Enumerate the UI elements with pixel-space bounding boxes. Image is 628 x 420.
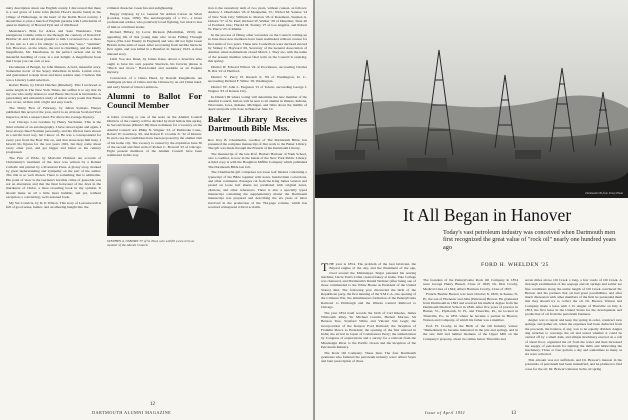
paragraph: Conversion of a China Hand, by Ronald Pengelham. An intelligent picture of China and the Chinese by an old China hand, and early friend of Owen Lattimore. bbox=[107, 76, 202, 89]
paragraph: My Six Convicts, by D. P. Wilson. This story of Leavenworth is full of good sense, humor, and an amazing insight into the bbox=[6, 200, 101, 209]
oil-derricks-photo bbox=[315, 0, 628, 198]
paragraph bbox=[321, 262, 416, 309]
paragraph: tion to the customary term of two years, without contest, as follows: Andrew J. Oberlander '26 of Montpelier, Vt.; Nichol M. Sandoe '14 of New York City; William G. Morton '26 of Rosemont, Stephen A. Osborn '37 of St. Paul; Richard W. Walker '28 of Dunellen; Tinte 20 of Portland, Ore.; Harold M. Stanley '27 of Los Angeles, and Robert W. Pierce '25 of Miami. bbox=[208, 6, 307, 32]
paragraph: This amount was not sufficient, and Dr. Brewer's interest in the potentials of petroleum had been intensified, and he planned to find a use for the oil. Dr. Brewer's interest in the oil spring bbox=[525, 358, 622, 371]
paragraph: Happy Odyssey, by Lt. General Sir Adrian Carton de Wiart (London, Cape, 1950). The autobiography of a V.C., a brave professional soldier, who positively loved fighting, but what is less of him as a brilliant leader. bbox=[107, 11, 202, 29]
paragraph: The Fear of Pride, by Malcolm Holland. An account of Christianity's treatment of the Jews was written by a Roman Catholic and printed by a Protestant Press. A glossy story, marked by great understanding and sympathy on the part of the author. The title is so well chosen. There is something that is admirable. His point of view is the German's horrible crime of genocide was not an aberration and that the final holocaust of the Jews in the murderers of Christ, a most revealing book in my opinion. It should make us all a little more humble, and yet, without exception, a convincing, well reasoned book. bbox=[6, 156, 101, 199]
drop-cap: T bbox=[321, 260, 329, 274]
paragraph: nutty description about one English county. I discovered that there is a real grave of Little John (Robin Hood's merrie band) in the village of Hathersage, in the heart of the Robin Hood country. I should like to plan a bunch of English gardens with Latin habits of quest in memory of Howard Pyle and of childhood. bbox=[6, 6, 101, 28]
headline-alumni-ballot: Alumni to Ballot For Council Member bbox=[107, 90, 202, 111]
paragraph: Rev. Roy B. Chamberlin, coeditor of The Dartmouth Bible, has presented the complete manuscript of that work to the Baker Library. The gift was made through the Friends of the Dartmouth Library. bbox=[208, 137, 307, 151]
page-number: 13 bbox=[511, 411, 516, 416]
paragraph: The founders of the Pennsylvania Rock Oil Company in 1854 were George Henry Bissell, Class of 1845; Dr. Dixi Crosby, Medical Class of 1824; Albert Harrison Crosby, Class of 1847. bbox=[423, 278, 518, 291]
paragraph: Richard Hillary, by Lovat Dickson (Macmillan, 1950). An appealing life of that young man who wrote Falling Through Space (The Last Enemy in England) and who did not fight Great Britain in the arms of need. After recovering from terrible burns he flew again, and was killed in a Beaufort in January 1943. A most unusual story. bbox=[107, 30, 202, 56]
paragraph: Angier was to repair and keep the spring in order, construct new springs, and gather oil, when the expenses had been deducted from the proceeds, the balance, if any, was to be equally divided. Angier dug trenches to converge the oil and tested whether it could be carried off by a small dam, and simple machinery erected on a raft of about floor, organized the oil from the water and then increased the supply of petroleum for lighting the mills and lubricating the machinery. Three or four gallons a day and sometimes as many as six were collected. bbox=[525, 318, 622, 357]
paragraph: Lost Chicago Lost Gardens by Henry Sarchman. This is the third volume of an autobiography. I have reread again and again. I have always liked Norman personally, and his life has been shown in a terrific hard way, but I know of. He was a correspondent for every year from the Boer War on, and that alone kept him busy. I haven't his figures for the war years 1901, but they come about every other year, and get bigger and better as the century progressed. bbox=[6, 120, 101, 155]
page-number: 12 bbox=[150, 402, 155, 407]
page-footer: DARTMOUTH ALUMNI MAGAZINE bbox=[92, 410, 172, 415]
photo-credit: Dartmouth Oil from Jersey Photo bbox=[585, 192, 623, 195]
paragraph: Francis Beattie Brewer was born October 8, 1820, in Keene, N. H., the son of Ebenezer and Julia (Emerson) Brewer. He graduated from Dartmouth in 1843 and received his medical degree from the Dartmouth Medical School in 1846. After five years of practice in Barnet, Vt., Plymouth, N. H., and Titusville, Pa., he located in Titusville, Pa., in 1851 where he became a partner in Brewer, Watson and Company, of which his father was a member. bbox=[423, 292, 518, 323]
headline-baker-library: Baker Library Receives Dartmouth Bible Mss. bbox=[208, 113, 307, 134]
paragraph: Prof. H. Crosby, in the Birth of the Oil Industry writes: "Immediately he became interested in the pits and springs, and in the saw mill and lumber business of the Upper Mill on the Company's property, about two miles below Titusville and bbox=[423, 323, 518, 341]
paragraph: In the process of filling other vacancies on the Council coming up in June three new members have been nominated without contest for first terms of two years. These new Councillors were declared elected by Sidney C. Hayward '26, Secretary of the General Association of Alumni, when nominations closed March 1. They are, with the name of the present member whose final term on the Council is expiring, this spring: bbox=[208, 33, 307, 63]
paragraph: Documents of Bengal, by John Masters. A bold, masterful story. Somewhat novel of the Sepoy Rebellion in India. Lavish color, and guaranteed to keep more and more readers alert. I believe this was a Literary Guild selection. bbox=[6, 64, 101, 82]
paragraph: The year 1854 itself records the birth of Carl Rhodes, James Whitcomb Riley, Sir Michael Courtin, Herbert Marcus, Sir Benson Tree, Stanford White and Vincent Van Gogh; the incorporation of the Kenyon Ford Railroad; the inception of Franklin Pierce as President; the opening of the first railroad in India; the arrival in Japan of Commodore Perry; the authorization by Congress of explorations and a survey for a railroad from the Mississippi River to the Pacific Ocean and the inception of the Petroleum Industry. bbox=[321, 310, 416, 350]
right-column-1 bbox=[321, 262, 416, 365]
page-footer: Issue of April 1951 bbox=[425, 410, 466, 415]
paragraph: Until You Are Dead, by James Kane. About a detective who ought to have his own popular Sherlock, his favorite phrase is "Pinch and move." Hard-boiled and readable as an Esquire mystery. bbox=[107, 57, 202, 75]
paragraph: District VI: John L. Ferguson '15 of Toledo, succeeding George J. Wagner '23 of Kansas City. bbox=[208, 84, 307, 93]
left-column-3 bbox=[208, 6, 307, 211]
paragraph: The manuscript of the late Prof. Herbert Harbour of Yank School, also a coeditor, is now in the hands of the New York Public Library. A third copy is with the Houghton Mifflin Company which published The Dartmouth Bible last fall. bbox=[208, 151, 307, 169]
paragraph: Meanderer's Brits for Alices and Saxe Wanderers. This energenous volume came to me through the courtesy of Ronald P. Hobbie '41 and I am most grateful to him. I reviewed two or more of the text as I am a bit allergic to words like "sere," "summer" fair. However, on the whole, the text is charming, and the kindly magnificent, Mr. Meerhouse, in his perfect reckon and in his masterful handling of color, is a real delight. A magnificent book that I hope you can own or see. bbox=[6, 28, 101, 63]
paragraph: The Thirty First of February, by Julian Symons. Harper published this novel of the year, and it is an obvious Scotland Yard inspector, drive a suspect mad. Far above the average mystery. bbox=[6, 106, 101, 119]
left-column-2 bbox=[107, 6, 202, 247]
article-deck: Today's vast petroleum industry was conceived when Dartmouth men first recognized the great value of "rock oil" nearly one hundred years ago bbox=[443, 229, 616, 251]
lead-paragraph-text: HE year is 1854. The problem of the best lubricant, the Bayard engine of the day, and the illuminant of the age, rived around the Mississippi. Stigar patented his sewing machine; Uncle Tom's Cabin created frenzy at home. Yale College was chartered, and Dartmouth's Daniel Webster (after being one of those commanded to the White House as President of the United States) died. The following year chronicled the birth of the Republican party, the first meeting of the Y.M.C.A., the opening of the Crimean War, the simultaneous formation of the Pennsylvania Railroad to Pittsburgh and the Illinois Central Railroad to Chicago. bbox=[321, 262, 416, 309]
left-column-1 bbox=[6, 6, 101, 210]
paragraph: District II: Edward Wilson '24 of Providence, succeeding Charles B. Rix '22 of Hartford. bbox=[208, 64, 307, 73]
article-title: It All Began in Hanover bbox=[403, 205, 572, 225]
left-page bbox=[0, 0, 313, 420]
paragraph: The Rock Oil Company. These men. The four Dartmouth graduates who fathered the petroleum industry were: Albert Sayre and later prescription of those bbox=[321, 350, 416, 364]
article-byline: FORD H. WHELDEN '25 bbox=[481, 262, 549, 268]
paragraph: seven miles above Oil Creek a long, a few roads of Oil Creek. A thorough examination of the seepage and oil springs and saltier are fine conditions along the entire length of Oil Creek convinced Dr. Brewer and his partners that oil had great possibilities, and after much discussion with other members of the firm he persuaded them that they should try to collect the oil. Dr. Brewer, Watson and Company made a lease with J. D. Angier of Titusville on July 4, 1853, the first lease in the United States for the development and production of oil from the petroleum business. bbox=[525, 278, 622, 317]
portrait-photo bbox=[107, 164, 159, 236]
portrait-caption: STEPHEN A. OSBORN '37 of St. Paul, who will fill a new term as member of the Alumni Council. bbox=[107, 238, 195, 247]
paragraph: A ballot covering or one of the seats on the Alumni Council Districts of the country will be decided by mail ballots this spring. In Second States (District III) three nominees for a vacancy on the Alumni Council are: Philip N. Wagner '13, of Pembroke Conn., Robert W. Gawthrop '20, and Robert E. Crosbie Jr. '32 of Denver. In each case the candidates have been proposed by the alumni club of his home city. The vacancy is caused by the expiration June 30 of the second and final term of Robert C. Borwell '25 of Chicago. Eight present members of the Alumni Council have been nominated in this way. bbox=[107, 114, 202, 158]
paragraph: Robert Burns, by David Daiches (Rinehart). This I reviewed at some length in The New York Times, but suffice it to say that its my one who really desires to read Burns this book is invaluable. A penetrating and exhaustive study of almost every poem that Burns ever wrote, written with a light and easy touch. bbox=[6, 83, 101, 105]
paragraph: criminal character. Great fun and enlightening. bbox=[107, 6, 174, 10]
right-page bbox=[315, 0, 628, 420]
right-column-2 bbox=[423, 278, 518, 342]
oil-derricks-illustration bbox=[315, 0, 628, 198]
paragraph: The Chamberlin gift comprises ten loose leaf binders containing a typescript of the Bible together with notes, handwritten corrections, and other comments. Passages cut from the King James version and pasted on loose leaf sheets are paralleled with original notes, citations, and other references. There is also a specially typed manuscript containing the supplementary matter the Dartmouth manuscript was prepared and describing the six years of labor involved in the production of the 794-page volume, which has received widespread critical acclaim. bbox=[208, 170, 307, 209]
right-column-3 bbox=[525, 278, 622, 372]
paragraph: In District III where voting will determine the new member of the Alumni Council, ballots will be sent to all alumni in Illinois, Indiana, Wisconsin, Iowa, Indiana, Michigan, and Ohio about the middle of April and polls will close in Hanover June 10. bbox=[208, 94, 307, 112]
paragraph: District V: Percy H. Russell Jr. '09 of Washington, D. C., succeeding Richard F. White '18, Washington. bbox=[208, 74, 307, 83]
